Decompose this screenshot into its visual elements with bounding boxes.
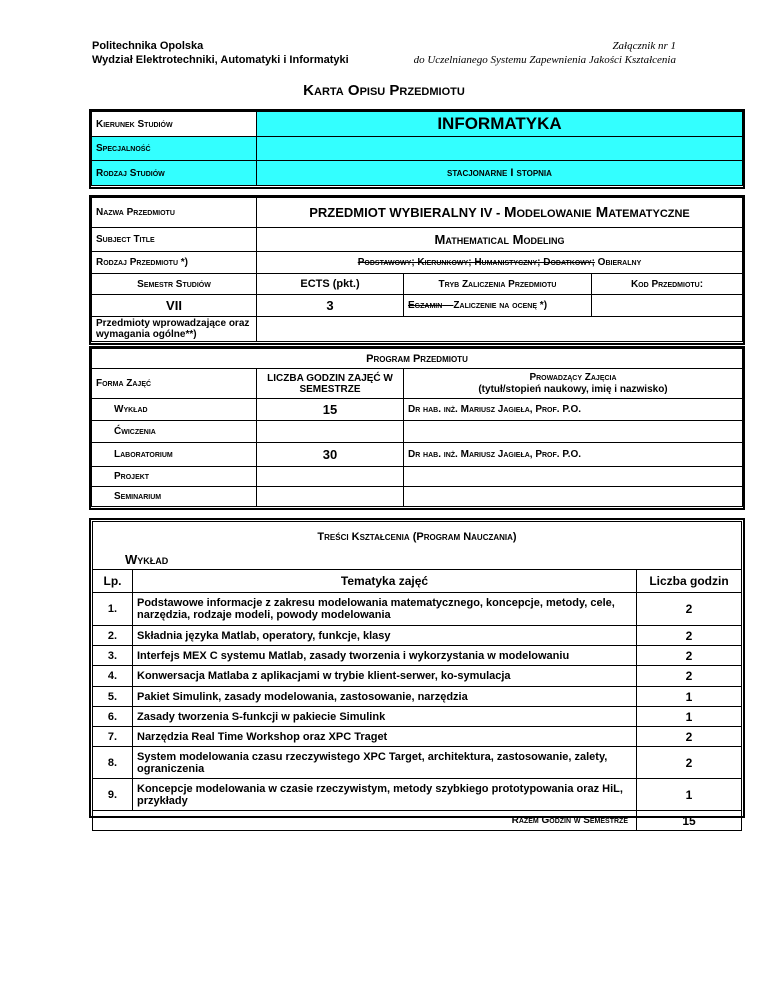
page-title: Karta Opisu Przedmiotu (303, 82, 465, 99)
total-label: Razem Godzin w Semestrze (133, 811, 637, 831)
rodzaj-studiow-label: Rodzaj Studiów (92, 161, 257, 186)
table-row (93, 646, 742, 666)
nazwa-label: Nazwa Przedmiotu (92, 198, 257, 228)
rodzaj-przedmiotu-value: Obieralny (594, 257, 642, 268)
row-hours: 1 (637, 687, 742, 707)
annex-subtitle: do Uczelnianego Systemu Zapewnienia Jakości Kształcenia (413, 54, 676, 66)
row-hours: 2 (637, 593, 742, 626)
row-topic: Narzędzia Real Time Workshop oraz XPC Traget (133, 727, 637, 747)
tryb-value: Zaliczenie na ocenę *) (453, 300, 548, 311)
tresci-title: Treści Kształcenia (Program Nauczania) (317, 531, 517, 543)
kierunek-value: INFORMATYKA (257, 112, 743, 137)
ects-value: 3 (257, 295, 404, 317)
program-block (91, 348, 743, 507)
tryb-label: Tryb Zaliczenia Przedmiotu (404, 274, 592, 295)
prowadzacy-sub: (tytuł/stopień naukowy, imię i nazwisko) (478, 383, 668, 395)
forma-row-hours: 15 (257, 399, 404, 421)
faculty-name: Wydział Elektrotechniki, Automatyki i Informatyki (92, 54, 349, 66)
row-topic: System modelowania czasu rzeczywistego XPC Target, architektura, zastosowanie, zalety, ograniczenia (133, 747, 637, 779)
annex-label: Załącznik nr 1 (612, 40, 676, 52)
col-lp: Lp. (93, 570, 133, 593)
forma-row-teacher (404, 421, 743, 443)
row-hours: 2 (637, 747, 742, 779)
forma-row-teacher (404, 467, 743, 487)
row-topic: Konwersacja Matlaba z aplikacjami w trybie klient-serwer, ko-symulacja (133, 666, 637, 687)
kod-label: Kod Przedmiotu: (592, 274, 743, 295)
forma-label: Forma Zajęć (92, 369, 257, 399)
col-topic: Tematyka zajęć (133, 570, 637, 593)
forma-row-teacher (404, 487, 743, 507)
table-row (93, 666, 742, 687)
subject-title-value: Mathematical Modeling (257, 228, 743, 252)
liczba-label: LICZBA GODZIN ZAJĘĆ W SEMESTRZE (257, 369, 404, 399)
semestr-value: VII (92, 295, 257, 317)
study-block (91, 111, 743, 186)
row-hours: 2 (637, 666, 742, 687)
tryb-dash: – (442, 300, 454, 311)
table-row (93, 779, 742, 811)
ects-label: ECTS (pkt.) (257, 274, 404, 295)
prereq-label: Przedmioty wprowadzające oraz wymagania ogólne**) (92, 317, 257, 342)
row-lp: 3. (93, 646, 133, 666)
forma-row-label: Seminarium (92, 487, 257, 507)
program-title: Program Przedmiotu (92, 349, 743, 369)
row-hours: 2 (637, 626, 742, 646)
forma-row-label: Projekt (92, 467, 257, 487)
row-topic: Składnia języka Matlab, operatory, funkcje, klasy (133, 626, 637, 646)
university-name: Politechnika Opolska (92, 40, 204, 52)
forma-row-label: Ćwiczenia (92, 421, 257, 443)
forma-row-hours (257, 421, 404, 443)
row-topic: Koncepcje modelowania w czasie rzeczywistym, metody szybkiego prototypowania oraz HiL, przykłady (133, 779, 637, 811)
row-hours: 2 (637, 646, 742, 666)
specjalnosc-label: Specjalność (92, 137, 257, 161)
tresci-table (92, 569, 742, 831)
forma-row-label: Wykład (92, 399, 257, 421)
tresci-subtitle: Wykład (125, 552, 169, 567)
specjalnosc-value (257, 137, 743, 161)
row-lp: 6. (93, 707, 133, 727)
row-lp: 5. (93, 687, 133, 707)
semestr-label: Semestr Studiów (92, 274, 257, 295)
col-hours: Liczba godzin (637, 570, 742, 593)
kierunek-label: Kierunek Studiów (92, 112, 257, 137)
prowadzacy-label: Prowadzący Zajęcia (529, 371, 617, 383)
forma-row-hours (257, 487, 404, 507)
row-hours: 1 (637, 707, 742, 727)
table-row (93, 707, 742, 727)
rodzaj-studiow-value: stacjonarne I stopnia (257, 161, 743, 186)
total-value: 15 (637, 811, 742, 831)
kod-value (592, 295, 743, 317)
rodzaj-przedmiotu-label: Rodzaj Przedmiotu *) (92, 252, 257, 274)
forma-row-teacher: Dr hab. inż. Mariusz Jagieła, Prof. P.O. (404, 443, 743, 467)
row-topic: Zasady tworzenia S-funkcji w pakiecie Simulink (133, 707, 637, 727)
table-row (93, 593, 742, 626)
row-lp: 1. (93, 593, 133, 626)
row-topic: Pakiet Simulink, zasady modelowania, zastosowanie, narzędzia (133, 687, 637, 707)
table-row (93, 626, 742, 646)
row-topic: Interfejs MEX C systemu Matlab, zasady tworzenia i wykorzystania w modelowaniu (133, 646, 637, 666)
subject-title-label: Subject Title (92, 228, 257, 252)
rodzaj-przedmiotu-struck: Podstawowy; Kierunkowy; Humanistyczny; Dodatkowy; (357, 257, 595, 268)
subject-block (91, 197, 743, 342)
nazwa-value: Modelowanie Matematyczne (503, 204, 690, 221)
forma-row-hours (257, 467, 404, 487)
row-lp: 2. (93, 626, 133, 646)
row-hours: 2 (637, 727, 742, 747)
row-lp: 7. (93, 727, 133, 747)
table-row (93, 747, 742, 779)
table-row (93, 727, 742, 747)
table-row (93, 687, 742, 707)
row-lp: 4. (93, 666, 133, 687)
nazwa-prefix: PRZEDMIOT WYBIERALNY IV - (309, 205, 504, 220)
row-lp: 8. (93, 747, 133, 779)
forma-row-teacher: Dr hab. inż. Mariusz Jagieła, Prof. P.O. (404, 399, 743, 421)
row-hours: 1 (637, 779, 742, 811)
prereq-value (257, 317, 743, 342)
tryb-struck: Egzamin (408, 300, 443, 311)
forma-row-label: Laboratorium (92, 443, 257, 467)
forma-row-hours: 30 (257, 443, 404, 467)
row-topic: Podstawowe informacje z zakresu modelowania matematycznego, koncepcje, metody, cele, narzędzia, rodzaje modeli, powody modelowania (133, 593, 637, 626)
tresci-header (92, 521, 742, 570)
row-lp: 9. (93, 779, 133, 811)
